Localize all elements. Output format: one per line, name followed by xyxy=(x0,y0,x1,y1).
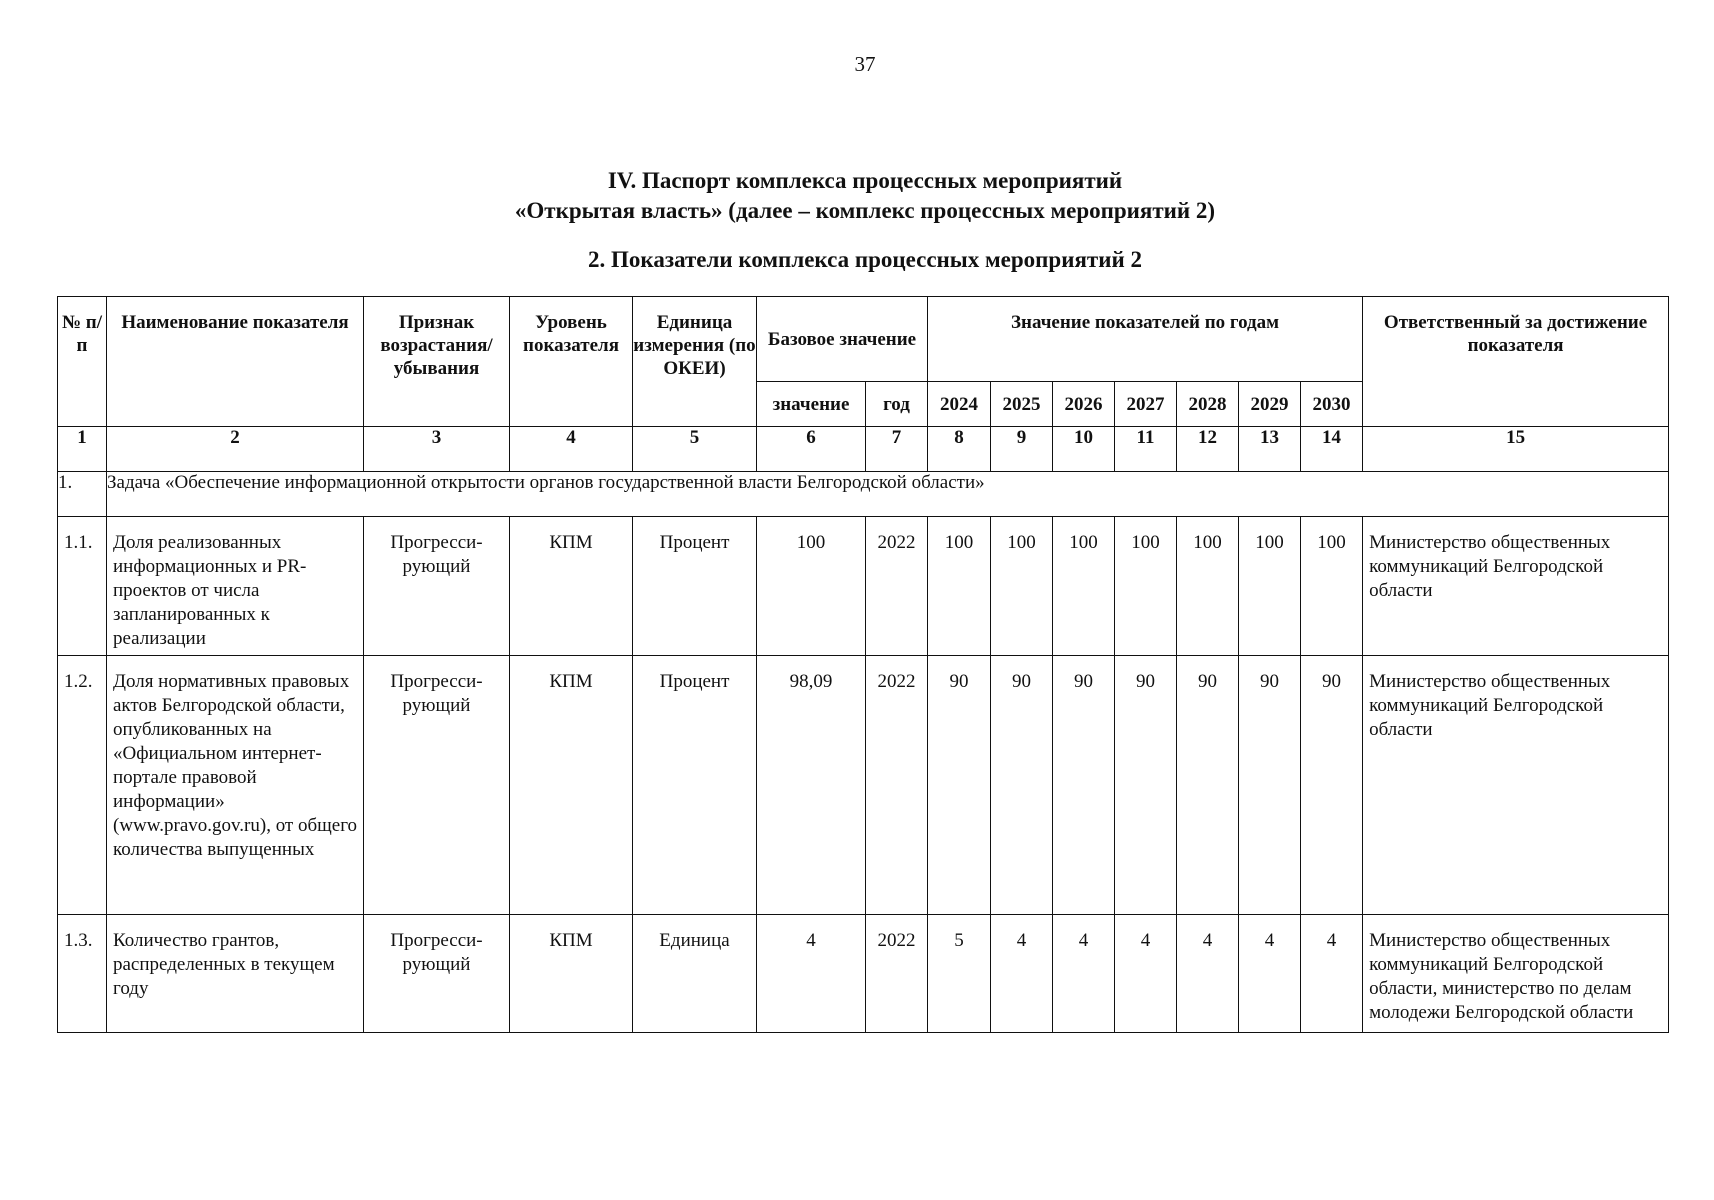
base-value: 4 xyxy=(806,930,816,951)
table-row xyxy=(58,517,1669,656)
indicator-name: Доля нормативных правовых актов Белгородской области, опубликованных на «Официальном интернет-портале правовой информации» (www.pravo.gov.ru), от общего количества выпущенных xyxy=(113,671,358,860)
page-number: 37 xyxy=(854,52,876,76)
column-numbers-row xyxy=(58,427,1669,472)
year-value: 100 xyxy=(944,532,974,553)
year-value: 100 xyxy=(1317,532,1346,553)
header-year: 2029 xyxy=(1239,382,1301,427)
base-value: 98,09 xyxy=(789,671,833,692)
indicator-level: КПМ xyxy=(549,930,593,951)
indicator-name: Доля реализованных информационных и PR-проектов от числа запланированных к реализации xyxy=(113,532,307,649)
header-base: Базовое значение xyxy=(757,297,928,382)
column-number: 12 xyxy=(1177,427,1239,472)
column-number: 10 xyxy=(1053,427,1115,472)
table-row xyxy=(58,656,1669,915)
column-number: 9 xyxy=(991,427,1053,472)
year-value: 100 xyxy=(1255,532,1284,553)
column-number: 15 xyxy=(1363,427,1669,472)
column-number: 13 xyxy=(1239,427,1301,472)
indicator-sign: Прогресси-рующий xyxy=(390,671,483,716)
column-number: 4 xyxy=(510,427,633,472)
indicator-sign: Прогресси-рующий xyxy=(390,930,483,975)
page-title-line-2: «Открытая власть» (далее – комплекс процессных мероприятий 2) xyxy=(514,198,1216,223)
year-value: 90 xyxy=(1322,671,1342,692)
year-value: 100 xyxy=(1007,532,1036,553)
year-value: 4 xyxy=(1140,930,1151,951)
column-number: 14 xyxy=(1301,427,1363,472)
header-year: 2028 xyxy=(1177,382,1239,427)
year-value: 4 xyxy=(1078,930,1089,951)
column-number: 8 xyxy=(928,427,991,472)
base-year: 2022 xyxy=(877,671,916,692)
header-unit: Единица измерения (по ОКЕИ) xyxy=(633,297,757,427)
indicator-unit: Процент xyxy=(659,532,730,553)
year-value: 4 xyxy=(1016,930,1027,951)
indicator-unit: Процент xyxy=(659,671,730,692)
header-years-group: Значение показателей по годам xyxy=(928,297,1363,382)
column-number: 3 xyxy=(364,427,510,472)
row-number: 1.1. xyxy=(64,532,93,553)
table-header-row xyxy=(58,297,1669,382)
year-value: 90 xyxy=(1074,671,1094,692)
year-value: 4 xyxy=(1264,930,1275,951)
year-value: 90 xyxy=(949,671,969,692)
column-number: 5 xyxy=(633,427,757,472)
header-responsible: Ответственный за достижение показателя xyxy=(1363,297,1669,427)
base-year: 2022 xyxy=(877,532,916,553)
year-value: 90 xyxy=(1260,671,1280,692)
header-name: Наименование показателя xyxy=(107,297,364,427)
header-base-value: значение xyxy=(757,382,866,427)
task-number: 1. xyxy=(58,472,107,517)
year-value: 100 xyxy=(1131,532,1160,553)
header-sign: Признак возрастания/ убывания xyxy=(364,297,510,427)
year-value: 4 xyxy=(1202,930,1213,951)
column-number: 1 xyxy=(58,427,107,472)
year-value: 90 xyxy=(1136,671,1156,692)
header-level: Уровень показателя xyxy=(510,297,633,427)
header-year: 2030 xyxy=(1301,382,1363,427)
column-number: 7 xyxy=(866,427,928,472)
row-number: 1.2. xyxy=(64,671,93,692)
indicator-name: Количество грантов, распределенных в текущем году xyxy=(113,930,335,999)
year-value: 90 xyxy=(1198,671,1218,692)
base-value: 100 xyxy=(796,532,826,553)
row-number: 1.3. xyxy=(64,930,93,951)
header-year: 2026 xyxy=(1053,382,1115,427)
header-year: 2025 xyxy=(991,382,1053,427)
year-value: 90 xyxy=(1012,671,1032,692)
column-number: 11 xyxy=(1115,427,1177,472)
column-number: 6 xyxy=(757,427,866,472)
table-row xyxy=(58,915,1669,1033)
indicator-level: КПМ xyxy=(549,671,593,692)
page-title-line-1: IV. Паспорт комплекса процессных мероприятий xyxy=(607,168,1123,193)
header-year: 2027 xyxy=(1115,382,1177,427)
header-base-year: год xyxy=(866,382,928,427)
base-year: 2022 xyxy=(877,930,916,951)
responsible: Министерство общественных коммуникаций Белгородской области xyxy=(1369,532,1611,601)
indicator-unit: Единица xyxy=(659,930,730,951)
indicators-table xyxy=(57,296,1669,1033)
header-num: № п/п xyxy=(58,297,107,427)
year-value: 100 xyxy=(1193,532,1222,553)
task-text: Задача «Обеспечение информационной открытости органов государственной власти Белгородской области» xyxy=(107,472,1669,517)
indicator-sign: Прогресси-рующий xyxy=(390,532,483,577)
responsible: Министерство общественных коммуникаций Белгородской области, министерство по делам молодежи Белгородской области xyxy=(1369,930,1634,1023)
year-value: 4 xyxy=(1326,930,1337,951)
section-subtitle: 2. Показатели комплекса процессных мероприятий 2 xyxy=(588,247,1142,272)
responsible: Министерство общественных коммуникаций Белгородской области xyxy=(1369,671,1611,740)
year-value: 100 xyxy=(1069,532,1098,553)
column-number: 2 xyxy=(107,427,364,472)
year-value: 5 xyxy=(954,930,964,951)
header-year: 2024 xyxy=(928,382,991,427)
indicator-level: КПМ xyxy=(549,532,593,553)
task-row xyxy=(58,472,1669,517)
